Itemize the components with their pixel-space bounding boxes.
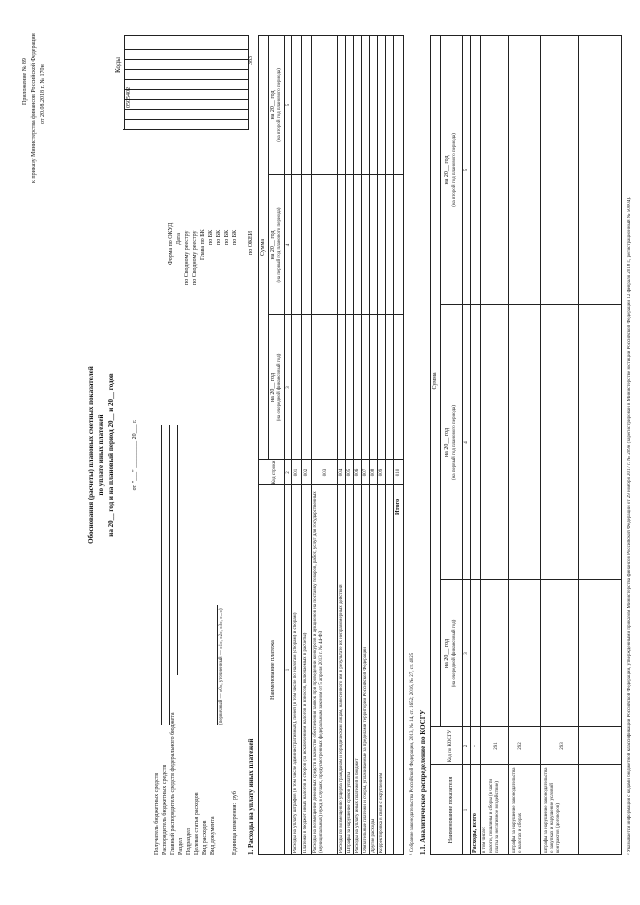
s1-row2-name: Платежи в бюджет иных налогов и сборов (за исключением налогов и взносов, включаемых в расчеты) — [303, 632, 308, 853]
s1-col-y1: на 20__ год — [270, 372, 276, 403]
s11-col-y3: на 20__ год — [444, 155, 450, 185]
s11-row3-code: 291 — [494, 742, 499, 750]
s1-num-3: 3 — [286, 386, 291, 389]
label-bk-2: по БК — [216, 229, 222, 245]
s1-row3-code: 003 — [323, 468, 328, 477]
s1-num-4: 4 — [286, 243, 291, 247]
s1-row9-code: 009 — [379, 468, 384, 477]
s11-row5-code: 293 — [560, 742, 565, 750]
s11-row4-name: штрафы за нарушение законодательства о налогах и сборах — [512, 767, 523, 853]
field-section: Раздел — [178, 838, 184, 855]
s1-row4-name: Расходы по возмещению ущерба гражданам и юридическим лицам, нанесенного им в результате их неправомерных действий — [339, 584, 344, 853]
s11-col-name: Наименование показателя — [448, 776, 454, 844]
s1-row2-code: 002 — [304, 468, 309, 477]
s11-col-sums: Сумма — [432, 372, 438, 390]
label-bk-4: по БК — [232, 229, 238, 245]
s1-row5-name: Штрафы за нарушение сроков уплаты — [347, 772, 352, 853]
label-okei: по ОКЕИ — [248, 230, 254, 255]
field-main-distributor: Главный распорядитель средств федерального бюджета — [170, 712, 176, 855]
field-doc-kind: Вид документа — [210, 816, 216, 855]
s11-num-2: 2 — [464, 744, 469, 748]
field-target-article: Целевая статья расходов — [194, 792, 200, 855]
field-subsection: Подраздел — [186, 828, 192, 855]
s11-num-1: 1 — [464, 808, 469, 812]
s1-row5-code: 005 — [347, 468, 352, 477]
s1-col-y3: на 20__ год — [270, 90, 276, 120]
s11-row3-name: налоги, пошлины и сборы (в части платы за негативное воздействие) — [489, 778, 500, 853]
label-glava-bk: Глава по БК — [200, 229, 206, 260]
appendix-line2: от 20.08.2018 г. № 170н — [40, 64, 46, 124]
s11-col-kosgu: Код по КОСГУ — [448, 729, 453, 763]
title-date: от "___" _________ 20___ г. — [132, 419, 138, 491]
s1-row4-code: 004 — [339, 468, 344, 477]
unit-value: руб — [232, 791, 238, 800]
s1-row6-code: 006 — [355, 468, 360, 477]
appendix-line1: к приказу Министерства финансов Российской Федерации — [31, 33, 37, 183]
field-expense-kind: Вид расходов — [202, 820, 208, 855]
codes-form-value: 0505402 — [126, 87, 132, 108]
label-bk-3: по БК — [224, 229, 230, 245]
codes-header: Коды — [114, 57, 122, 73]
s1-row1-name: Расходы на уплату штрафов (в том числе административных), пеней (в том числе по налогам (сборам) и сборам) — [293, 612, 298, 853]
footnote-2: ² Указывается информация с кодами бюджетной классификации Российской Федерации, утвержденными приказом Министерства финансов Российской Федерации от 29 ноября 2017 г. № 209н (зарегистрирован в Министерстве юстиции Российской Федерации 12 февраля 2018 г., регистрационный № 50004). — [627, 196, 632, 855]
s1-row7-name: Обязательные платежи и сборы, уплачиваемые за пределами территории Российской Федерации — [363, 647, 368, 853]
s11-num-4: 4 — [464, 441, 469, 444]
s11-row5-name: штрафы за нарушение законодательства о закупках и нарушение условий контрактов (договоров) — [544, 767, 561, 853]
field-recipient: Получатель бюджетных средств — [154, 772, 160, 855]
s1-col-name: Наименование платежа — [270, 640, 276, 700]
s1-col-sums: Сумма — [260, 239, 266, 256]
s11-row2-name: в том числе: — [482, 826, 487, 853]
section11-title: 1.1. Аналитическое распределение по КОСГУ — [419, 709, 427, 855]
s1-col-y2-sub: (на первый год планового периода) — [277, 207, 282, 283]
unit-label: Единица измерения: — [232, 802, 238, 855]
s1-row3-name: Расходы на возмещение денежных средств в качестве обеспечения заявок при проведении конкурсов и аукционов на поставку товаров, работ, услуг для государственных (муниципальных) нужд в случаях, предусмотренных федеральным законом от 5 апреля 2013 г. № 44-ФЗ — [313, 491, 324, 853]
s1-row6-name: Расходы на уплату иных платежей в бюджет — [355, 758, 360, 853]
s1-row8-name: Другие расходы — [371, 819, 376, 853]
s11-col-y3-sub: (на второй год планового периода) — [452, 133, 457, 207]
s11-row4-code: 292 — [518, 742, 523, 750]
title-line1: Обоснования (расчеты) плановых сметных показателей — [87, 366, 95, 544]
s11-num-3: 3 — [464, 652, 469, 655]
s1-row8-code: 008 — [371, 468, 376, 477]
s11-num-5: 5 — [464, 168, 469, 172]
s1-num-5: 5 — [286, 103, 291, 107]
s1-total-code: 010 — [396, 468, 401, 477]
s1-total-label: Итого — [395, 498, 401, 515]
s1-col-y1-sub: (на очередной финансовый год) — [277, 353, 282, 422]
s1-num-1: 1 — [286, 668, 291, 672]
label-date: Дата — [176, 233, 182, 245]
label-reestr-2: по Сводному реестру — [192, 230, 198, 285]
s11-row1-code: - — [473, 745, 478, 747]
label-reestr-1: по Сводному реестру — [184, 230, 190, 285]
s1-row9-name: Корректировка в связи с округлением — [379, 772, 384, 853]
title-line2: по уплате иных платежей — [97, 414, 105, 496]
s11-col-y1-sub: (на очередной финансовый год) — [452, 619, 457, 688]
title-line3: на 20__ год и на плановый период 20__ и 20__ годов — [107, 373, 115, 537]
s1-col-y3-sub: (на второй год планового периода) — [277, 68, 282, 142]
s1-col-y2: на 20__ год — [270, 230, 276, 260]
appendix-number: Приложение № 89 — [22, 58, 28, 105]
footnote-1: ¹ Собрание законодательства Российской Федерации, 2013, № 14, ст. 1652; 2016, № 27, ст. 4025 — [410, 652, 415, 855]
s1-row1-code: 001 — [294, 468, 299, 477]
label-bk-1: по БК — [208, 229, 214, 245]
s1-row7-code: 007 — [363, 468, 368, 477]
s11-col-y2: на 20__ год — [444, 427, 450, 458]
doc-kind-hint: (первичный — «0», уточненный — «1», «2», «3», «...») — [219, 608, 224, 725]
s11-col-y1: на 20__ год — [444, 638, 450, 669]
label-okud: Форма по ОКУД — [168, 222, 174, 265]
section1-title: 1. Расходы на уплату иных платежей — [247, 738, 255, 855]
field-distributor: Распорядитель бюджетных средств — [162, 764, 168, 855]
s1-num-2: 2 — [286, 471, 291, 474]
section11-table — [430, 35, 622, 855]
s11-col-y2-sub: (на первый год планового периода) — [452, 405, 457, 480]
s11-row1-name: Расходы, всего — [472, 813, 478, 853]
okei-value: 383 — [248, 56, 254, 65]
s1-col-code: Код строки — [272, 460, 277, 485]
